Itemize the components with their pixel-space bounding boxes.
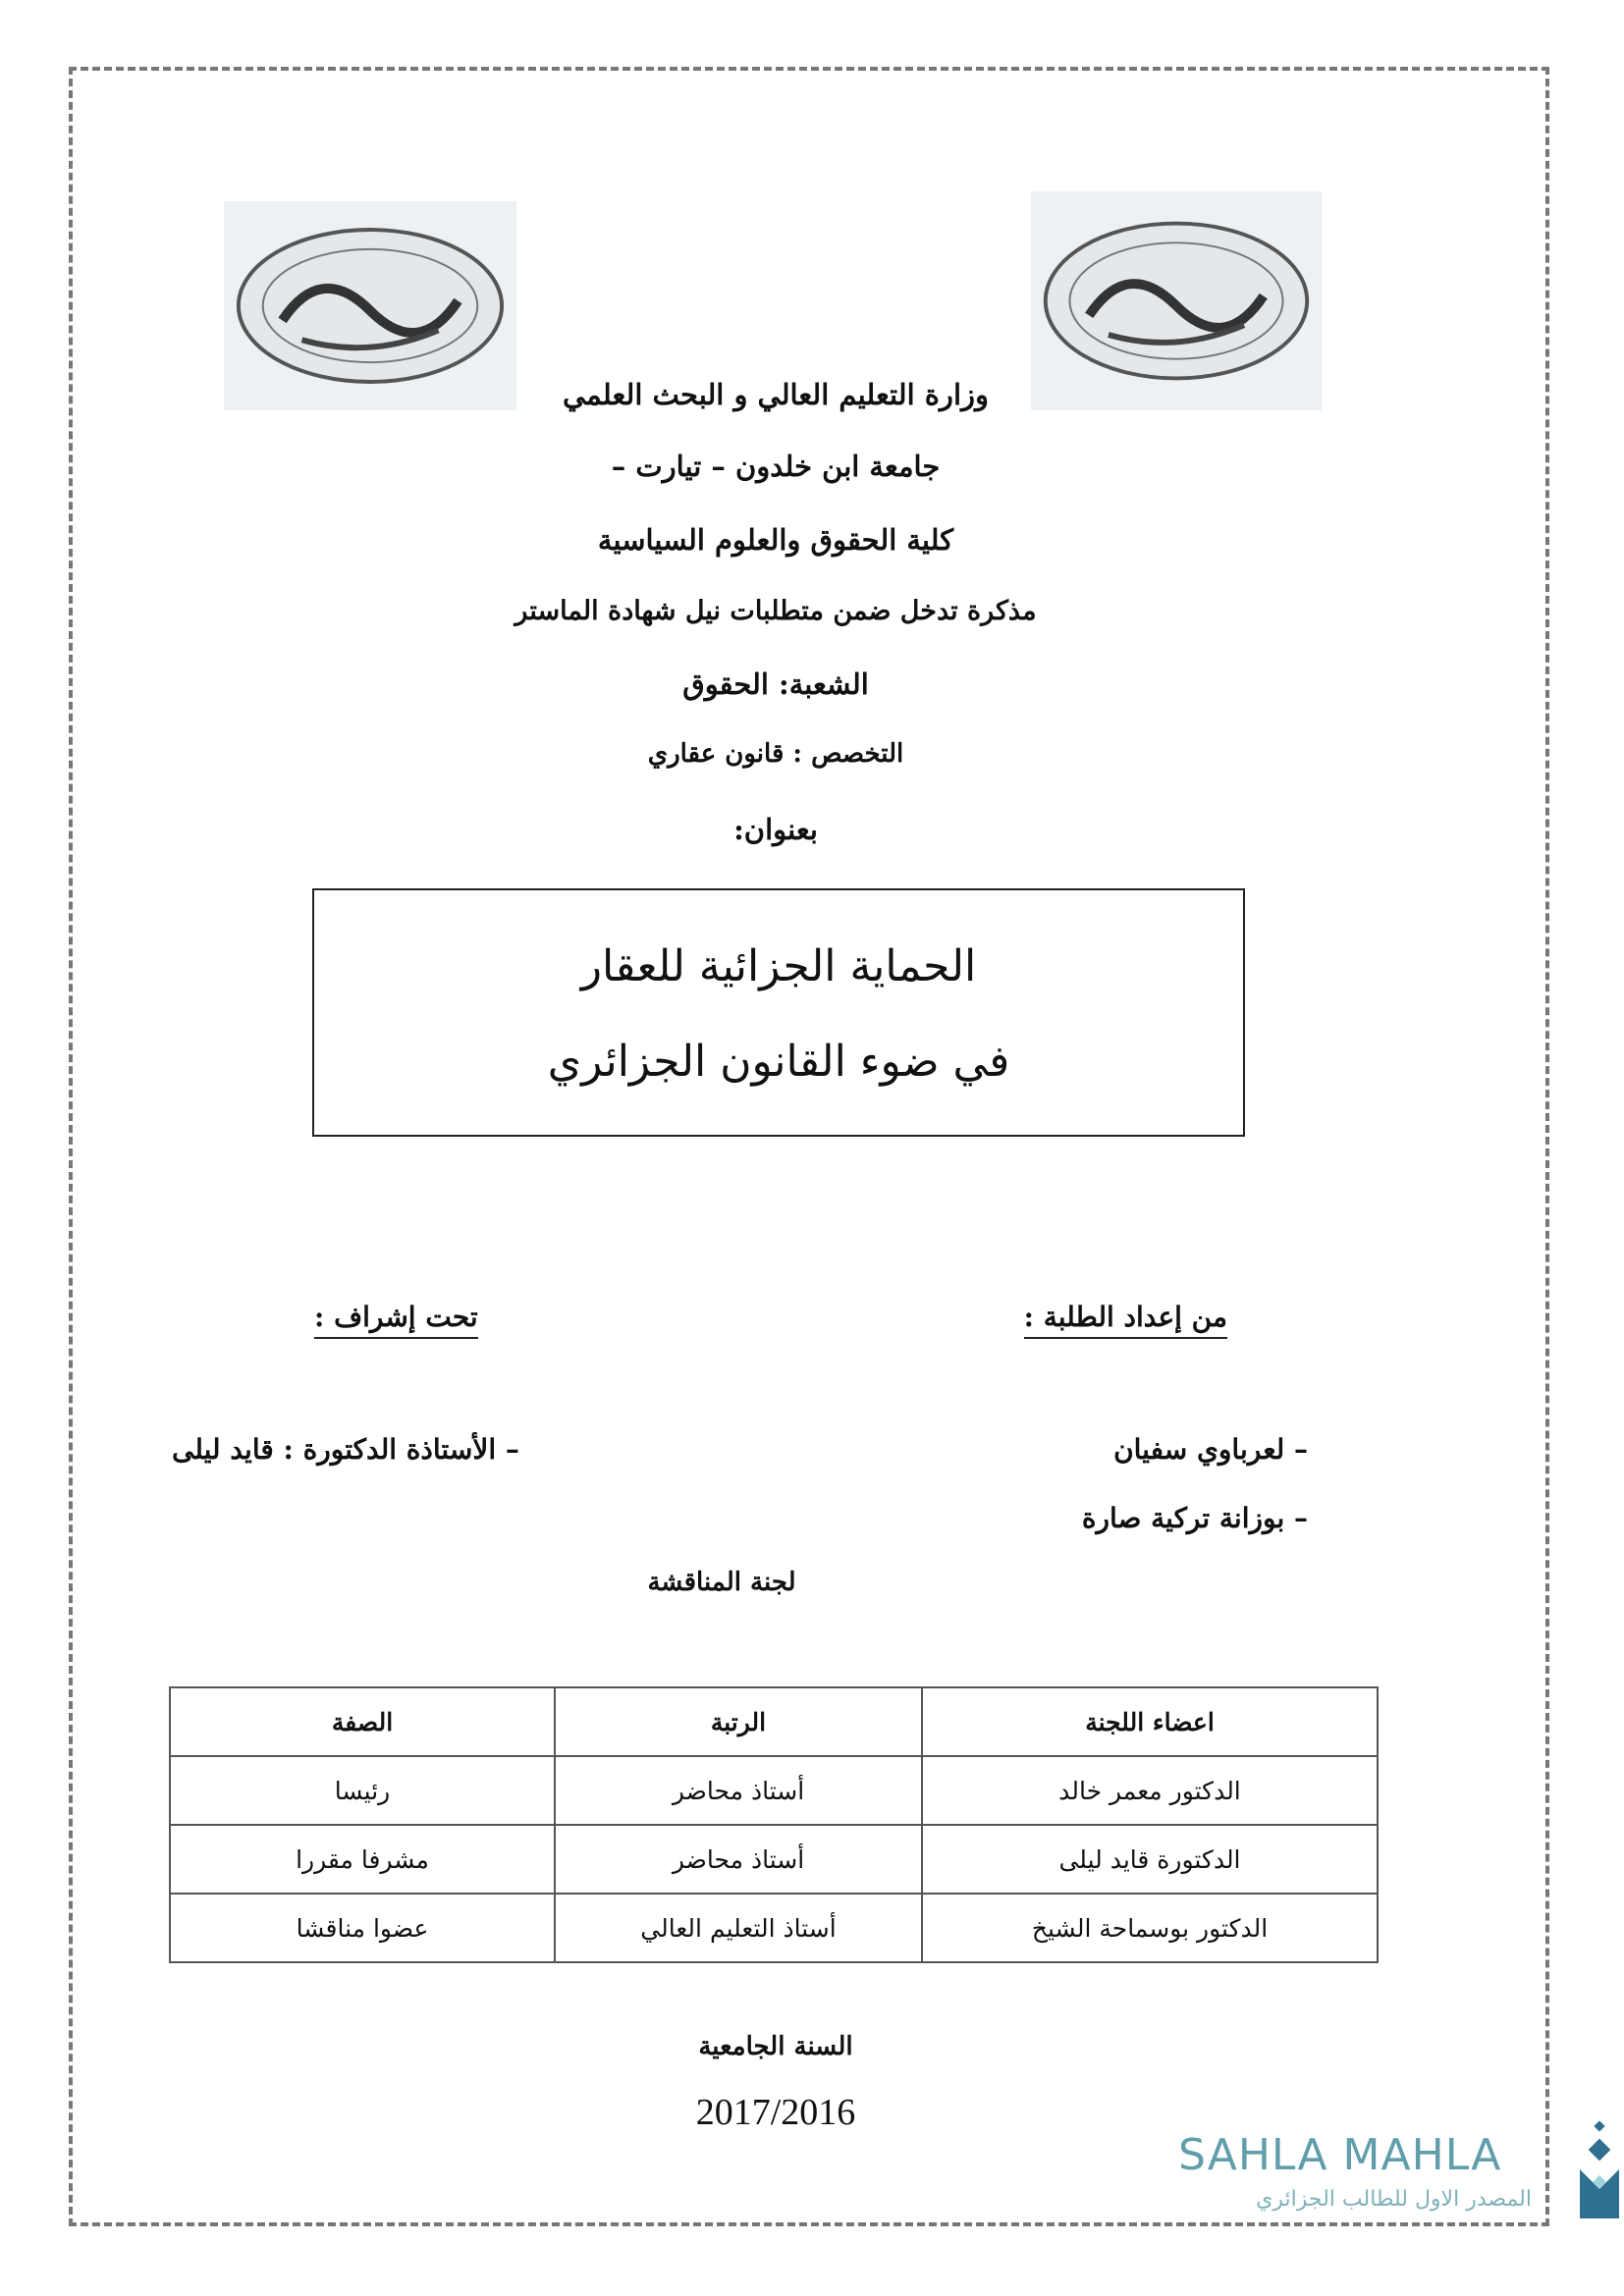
branch: الشعبة: الحقوق: [682, 667, 869, 701]
student-name: – لعرباوي سفيان: [1113, 1433, 1308, 1466]
rank-cell: أستاذ محاضر: [555, 1756, 922, 1825]
table-header-row: [170, 1687, 1378, 1756]
student-name: – بوزانة تركية صارة: [1081, 1502, 1308, 1534]
committee-title: لجنة المناقشة: [647, 1568, 796, 1597]
column-header: اعضاء اللجنة: [922, 1687, 1378, 1756]
rank-cell: أستاذ محاضر: [555, 1825, 922, 1894]
column-header: الصفة: [170, 1687, 555, 1756]
table-row: [170, 1894, 1378, 1962]
table-row: [170, 1756, 1378, 1825]
role-cell: رئيسا: [170, 1756, 555, 1825]
title-label: بعنوان:: [733, 813, 818, 846]
watermark-tagline: المصدر الاول للطالب الجزائري: [1256, 2187, 1532, 2212]
thesis-title-line2: في ضوء القانون الجزائري: [547, 1037, 1010, 1087]
sahla-mahla-logo-icon: [1576, 2120, 1623, 2228]
supervision-label: [314, 1301, 478, 1333]
table-row: [170, 1825, 1378, 1894]
academic-year-label: السنة الجامعية: [698, 2032, 853, 2061]
role-cell: مشرفا مقررا: [170, 1825, 555, 1894]
member-cell: الدكتور معمر خالد: [922, 1756, 1378, 1825]
rank-cell: أستاذ التعليم العالي: [555, 1894, 922, 1962]
column-header: الرتبة: [555, 1687, 922, 1756]
sahla-mahla-watermark: [1178, 2110, 1624, 2238]
thesis-title-box: [312, 888, 1245, 1137]
watermark-brand: SAHLA MAHLA: [1178, 2130, 1502, 2180]
supervision-label-text: تحت إشراف :: [314, 1301, 478, 1339]
students-label: [1024, 1301, 1227, 1333]
faculty-name: كلية الحقوق والعلوم السياسية: [597, 523, 954, 557]
role-cell: عضوا مناقشا: [170, 1894, 555, 1962]
ministry-name: وزارة التعليم العالي و البحث العلمي: [562, 378, 990, 411]
university-name: جامعة ابن خلدون – تيارت –: [611, 450, 941, 483]
students-label-text: من إعداد الطلبة :: [1024, 1301, 1227, 1339]
specialty: التخصص : قانون عقاري: [647, 739, 904, 769]
member-cell: الدكتور بوسماحة الشيخ: [922, 1894, 1378, 1962]
memo-description: مذكرة تدخل ضمن متطلبات نيل شهادة الماستر: [514, 596, 1037, 626]
committee-table: [169, 1686, 1379, 1963]
thesis-title-line1: الحماية الجزائية للعقار: [580, 941, 977, 991]
academic-year: 2017/2016: [695, 2092, 856, 2133]
supervisor-name: – الأستاذة الدكتورة : قايد ليلى: [172, 1433, 519, 1466]
member-cell: الدكتورة قايد ليلى: [922, 1825, 1378, 1894]
